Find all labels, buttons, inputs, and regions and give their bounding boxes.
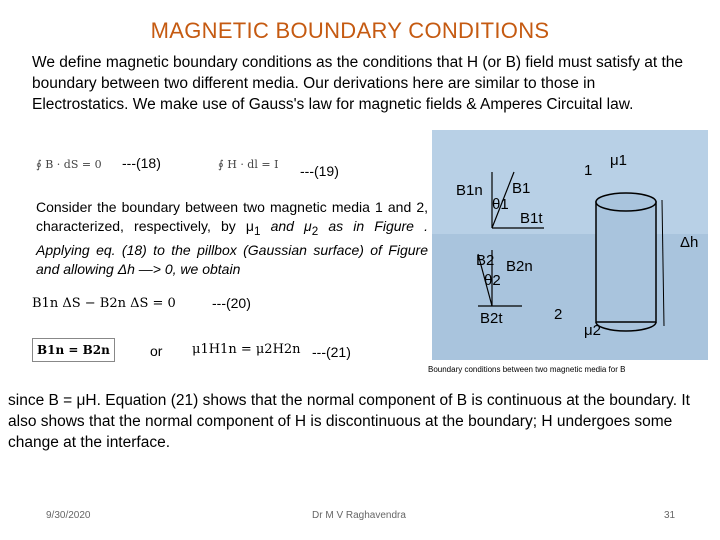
dh-marker xyxy=(662,200,664,326)
eq21b-expression: μ1H1n = μ2H2n xyxy=(192,342,301,357)
eq21-or: or xyxy=(150,343,163,359)
pillbox-paragraph xyxy=(36,198,428,279)
label-region-2: 2 xyxy=(554,306,563,323)
footer-date: 9/30/2020 xyxy=(46,510,91,521)
pillbox-body xyxy=(596,202,656,322)
label-b2t: B2t xyxy=(480,310,503,327)
intro-paragraph: We define magnetic boundary conditions as the conditions that H (or B) field must satisfy at the boundary between two different media. Our derivations here are similar to those in Electrostatics. We make use of Gauss's law for magnetic fields & Amperes Circuital law. xyxy=(32,54,684,113)
para-text-b: and μ xyxy=(260,218,312,234)
conclusion-paragraph: since B = μH. Equation (21) shows that the normal component of B is continuous at the boundary. It also shows that the normal component of H is discontinuous at the boundary; H undergoes some change at the interface. xyxy=(8,392,690,451)
eq21-label: ---(21) xyxy=(312,344,351,360)
eq20-label: ---(20) xyxy=(212,295,251,311)
label-b1: B1 xyxy=(512,180,531,197)
eq19-expression: ∮ H · dl = I xyxy=(218,158,279,171)
para-sub-2: 2 xyxy=(311,224,319,238)
eq19-label: ---(19) xyxy=(300,163,339,179)
slide-title: MAGNETIC BOUNDARY CONDITIONS xyxy=(150,18,550,43)
pillbox-bottom xyxy=(596,322,656,331)
footer-author: Dr M V Raghavendra xyxy=(312,510,406,521)
label-mu2: μ2 xyxy=(584,322,601,339)
label-mu1: μ1 xyxy=(610,152,627,169)
label-theta1: θ1 xyxy=(492,196,509,213)
eq18-label: ---(18) xyxy=(122,155,161,171)
label-delta-h: Δh xyxy=(680,234,699,251)
label-b2: B2 xyxy=(476,252,495,269)
pillbox-top xyxy=(596,193,656,211)
para-text-a: Consider the boundary between two magnetic media 1 and 2, characterized, respectively, by μ xyxy=(36,199,428,234)
label-b1n: B1n xyxy=(456,182,483,199)
label-b1t: B1t xyxy=(520,210,543,227)
eq21a-expression: B1n = B2n xyxy=(32,338,115,362)
figure-caption: Boundary conditions between two magnetic media for B xyxy=(428,365,626,374)
figure-drawing xyxy=(432,130,708,360)
label-b2n: B2n xyxy=(506,258,533,275)
label-region-1: 1 xyxy=(584,162,593,179)
eq20-expression: B1n ΔS − B2n ΔS = 0 xyxy=(32,296,176,311)
para-sub-1: 1 xyxy=(253,224,261,238)
footer-page-number: 31 xyxy=(664,510,676,521)
para-text-c: as in Figure . Applying eq. (18) to the pillbox (Gaussian surface) of Figure and allowing Δh —> 0, we obtain xyxy=(36,218,428,277)
label-theta2: θ2 xyxy=(484,272,501,289)
eq18-expression: ∮ B · dS = 0 xyxy=(36,158,102,171)
